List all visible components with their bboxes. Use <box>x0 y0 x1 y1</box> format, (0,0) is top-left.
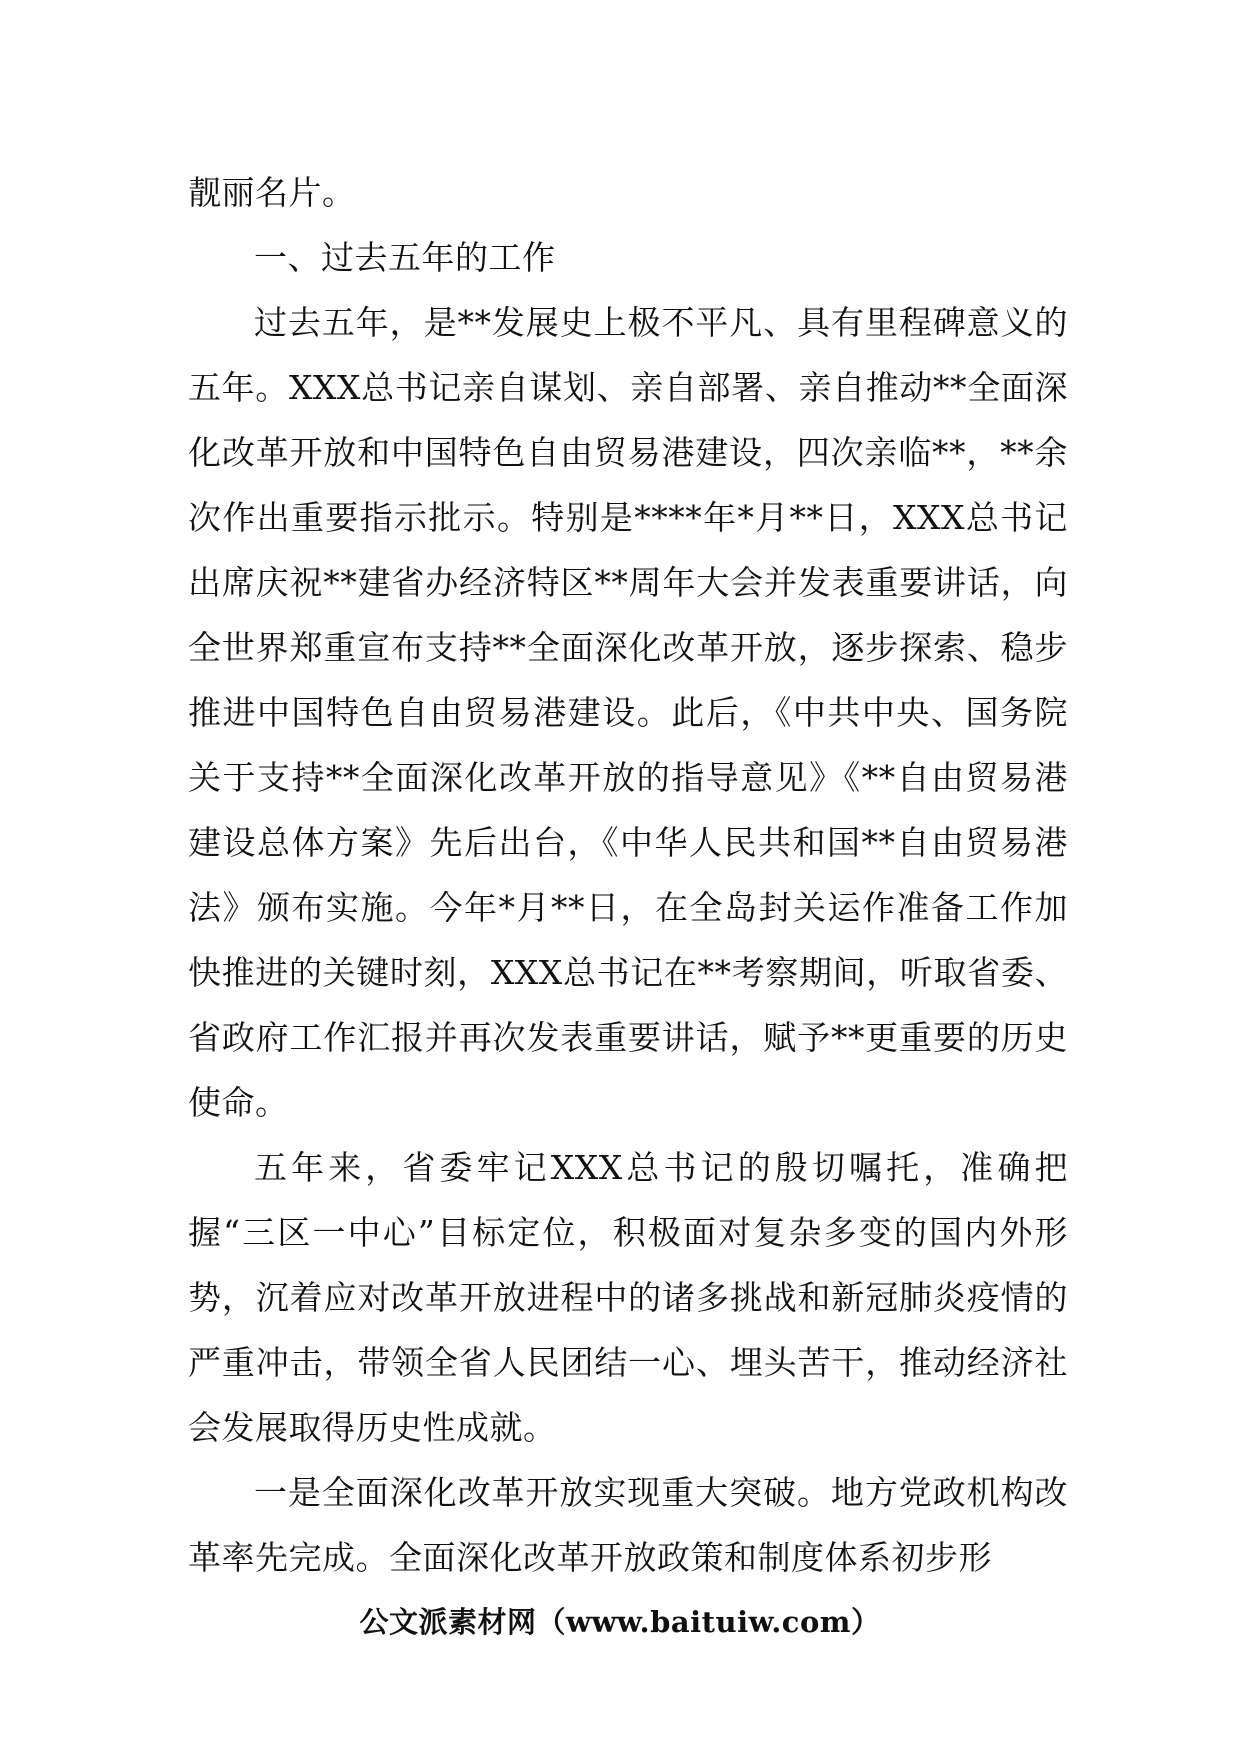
paragraph: 五年来，省委牢记XXX总书记的殷切嘱托，准确把握“三区一中心”目标定位，积极面对复杂多变的国内外形势，沉着应对改革开放进程中的诸多挑战和新冠肺炎疫情的严重冲击，带领全省人民团结一心、埋头苦干，推动经济社会发展取得历史性成就。 <box>188 1148 1068 1447</box>
paragraph: 一是全面深化改革开放实现重大突破。地方党政机构改革率先完成。全面深化改革开放政策和制度体系初步形 <box>188 1473 1068 1577</box>
page-footer: 公文派素材网（www.baituiw.com） <box>359 1605 881 1639</box>
section-heading: 一、过去五年的工作 <box>254 238 556 277</box>
document-body <box>188 160 1068 1590</box>
paragraph: 过去五年，是**发展史上极不平凡、具有里程碑意义的五年。XXX总书记亲自谋划、亲自部署、亲自推动**全面深化改革开放和中国特色自由贸易港建设，四次亲临**，**余次作出重要指示批示。特别是****年*月**日，XXX总书记出席庆祝**建省办经济特区**周年大会并发表重要讲话，向全世界郑重宣布支持**全面深化改革开放，逐步探索、稳步推进中国特色自由贸易港建设。此后，《中共中央、国务院关于支持**全面深化改革开放的指导意见》《**自由贸易港建设总体方案》先后出台，《中华人民共和国**自由贸易港法》颁布实施。今年*月**日，在全岛封关运作准备工作加快推进的关键时刻，XXX总书记在**考察期间，听取省委、省政府工作汇报并再次发表重要讲话，赋予**更重要的历史使命。 <box>188 303 1068 1122</box>
paragraph-continuation: 靓丽名片。 <box>188 173 356 212</box>
